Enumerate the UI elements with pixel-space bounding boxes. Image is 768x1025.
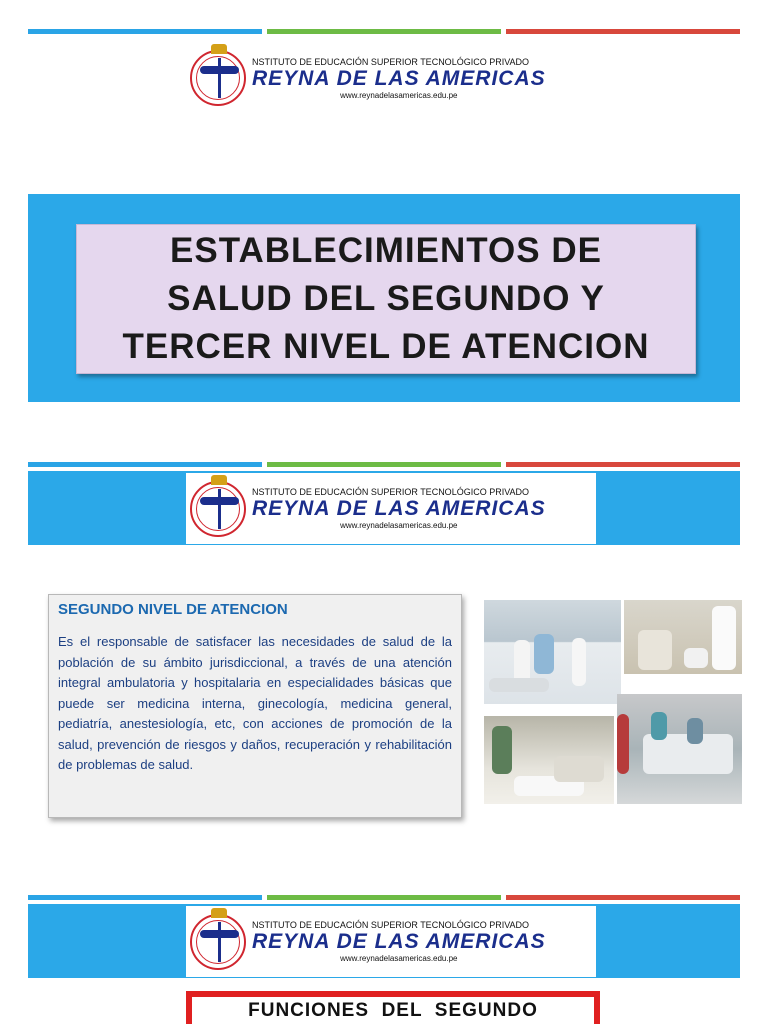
caduceus-seal-icon xyxy=(190,481,246,537)
color-stripes xyxy=(28,462,740,467)
functions-title-box xyxy=(186,991,600,1024)
institute-url: www.reynadelasamericas.edu.pe xyxy=(340,90,458,100)
card-body: Es el responsable de satisfacer las necesidades de salud de la población de su ámbito jurisdiccional, a través de una atención integral ambulatoria y hospitalaria en especialidades básicas que puede ser medicina interna, ginecología, medicina general, pediatría, anestesiología, etc, con acciones de promoción de la salud, prevención de riesgos y daños, recuperación y rehabilitación de problemas de salud. xyxy=(58,634,452,772)
institute-name: REYNA DE LAS AMERICAS xyxy=(252,930,546,953)
title-line-1: ESTABLECIMIENTOS DE xyxy=(170,231,602,270)
hospital-photo-collage xyxy=(484,600,742,804)
institute-line1: NSTITUTO DE EDUCACIÓN SUPERIOR TECNOLÓGICO PRIVADO xyxy=(252,487,530,497)
title-line-3: TERCER NIVEL DE ATENCION xyxy=(122,327,650,366)
institute-name: REYNA DE LAS AMERICAS xyxy=(252,497,546,520)
institute-logo xyxy=(186,906,596,977)
institute-logo xyxy=(190,50,546,106)
slide-title-box xyxy=(76,224,696,374)
functions-title: FUNCIONES DEL SEGUNDO xyxy=(248,1000,538,1021)
patient-bed-photo xyxy=(484,716,614,804)
institute-line1: NSTITUTO DE EDUCACIÓN SUPERIOR TECNOLÓGICO PRIVADO xyxy=(252,920,530,930)
institute-line1: NSTITUTO DE EDUCACIÓN SUPERIOR TECNOLÓGICO PRIVADO xyxy=(252,56,530,67)
nurse-patient-photo xyxy=(624,600,742,674)
institute-url: www.reynadelasamericas.edu.pe xyxy=(340,954,458,963)
institute-logo xyxy=(186,473,596,544)
hospital-ward-photo xyxy=(484,600,621,704)
card-heading: SEGUNDO NIVEL DE ATENCION xyxy=(58,601,288,618)
institute-url: www.reynadelasamericas.edu.pe xyxy=(340,521,458,530)
info-card xyxy=(48,594,462,818)
color-stripes xyxy=(28,895,740,900)
caduceus-seal-icon xyxy=(190,50,246,106)
title-line-2: SALUD DEL SEGUNDO Y xyxy=(167,279,605,318)
institute-name: REYNA DE LAS AMERICAS xyxy=(252,66,546,90)
recovery-room-photo xyxy=(617,694,742,804)
caduceus-seal-icon xyxy=(190,914,246,970)
color-stripes xyxy=(28,29,740,34)
